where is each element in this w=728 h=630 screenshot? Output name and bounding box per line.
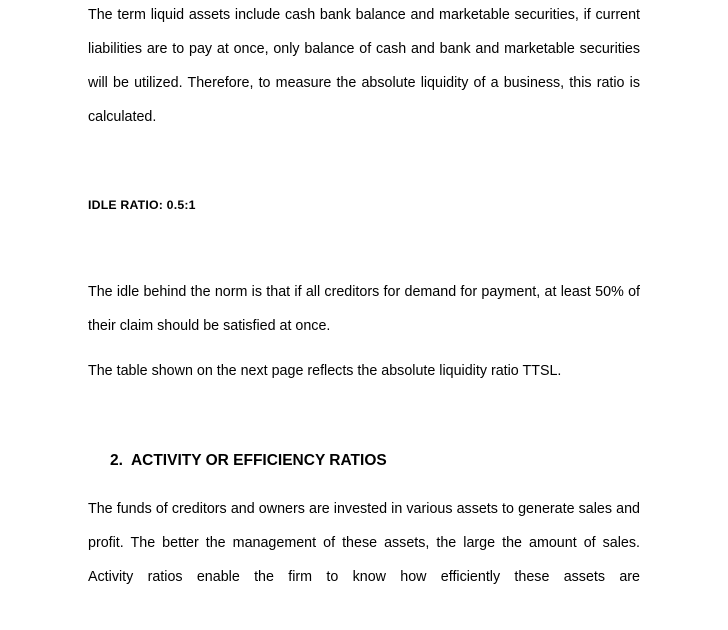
paragraph-activity-ratios — [88, 492, 640, 594]
paragraph-table-reference: The table shown on the next page reflects the absolute liquidity ratio TTSL. — [88, 363, 562, 379]
section-heading — [110, 451, 387, 471]
paragraph-activity-ratios-text: The funds of creditors and owners are invested in various assets to generate sales and profit. The better the management of these assets, the large the amount of sales. Activity ratios enable the firm to know how efficiently these assets are — [88, 501, 640, 585]
paragraph-liquid-assets: The term liquid assets include cash bank balance and marketable securities, if current liabilities are to pay at once, only balance of cash and bank and marketable securities will be utilized. Therefore, to measure the absolute liquidity of a business, this ratio is calculated. — [88, 7, 640, 125]
section-title: ACTIVITY OR EFFICIENCY RATIOS — [130, 452, 387, 469]
paragraph-idle-norm: The idle behind the norm is that if all creditors for demand for payment, at least 50% of their claim should be satisfied at once. — [88, 284, 640, 334]
section-number: 2. — [110, 452, 123, 469]
idle-ratio-label: IDLE RATIO: 0.5:1 — [88, 198, 196, 212]
